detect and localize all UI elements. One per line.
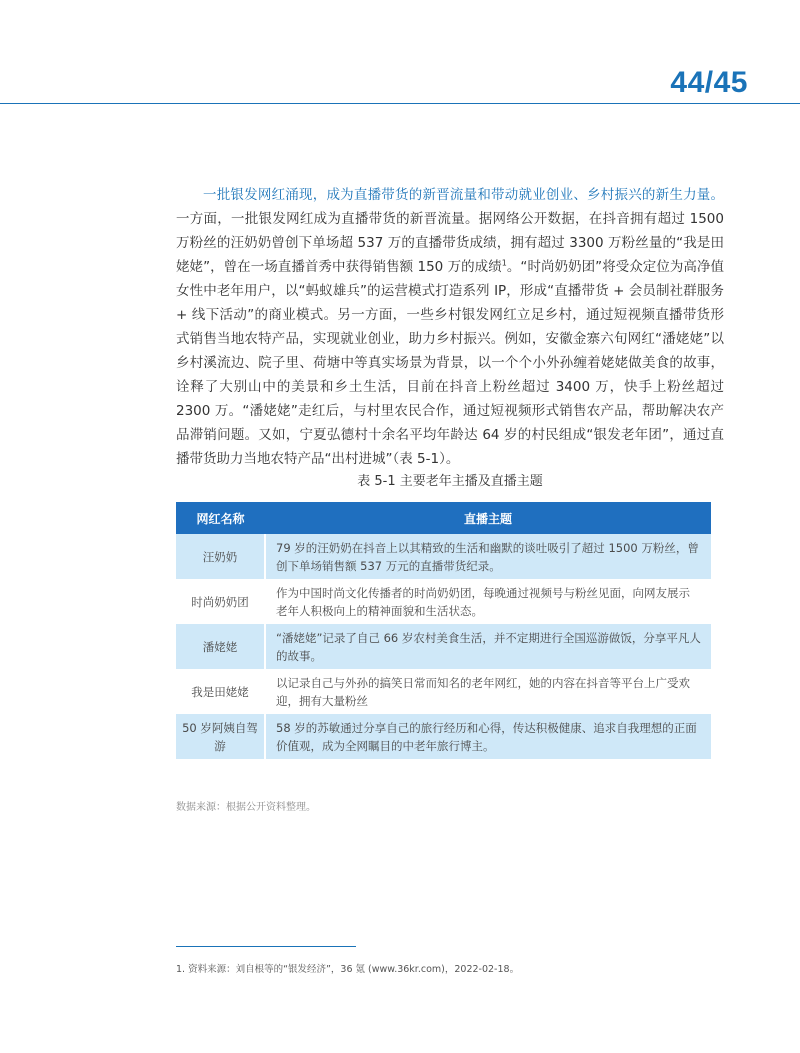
cell-topic: “潘姥姥”记录了自己 66 岁农村美食生活，并不定期进行全国巡游做饭，分享平凡人的故事。 [265, 624, 711, 669]
footnote-divider [176, 946, 356, 947]
header-topic: 直播主题 [265, 502, 711, 534]
page-number: 44/45 [670, 66, 748, 99]
cell-name: 50 岁阿姨自驾游 [176, 714, 265, 759]
body-text-part-1: 一方面，一批银发网红成为直播带货的新晋流量。据网络公开数据，在抖音拥有超过 1500 万粉丝的汪奶奶曾创下单场超 537 万的直播带货成绩，拥有超过 3300 万粉丝量的“我是田姥姥”，曾在一场直播首秀中获得销售额 150 万的成绩 [176, 211, 724, 275]
body-paragraph [176, 183, 724, 471]
table-row [176, 624, 711, 669]
table-row [176, 579, 711, 624]
table-caption: 表 5-1 主要老年主播及直播主题 [357, 474, 543, 489]
cell-topic: 58 岁的苏敏通过分享自己的旅行经历和心得，传达积极健康、追求自我理想的正面价值观，成为全网瞩目的中老年旅行博主。 [265, 714, 711, 759]
header-name: 网红名称 [176, 502, 265, 534]
cell-topic: 以记录自己与外孙的搞笑日常而知名的老年网红，她的内容在抖音等平台上广受欢迎，拥有大量粉丝 [265, 669, 711, 714]
cell-topic: 作为中国时尚文化传播者的时尚奶奶团，每晚通过视频号与粉丝见面，向网友展示老年人积极向上的精神面貌和生活状态。 [265, 579, 711, 624]
table-source-note: 数据来源：根据公开资料整理。 [176, 802, 316, 813]
cell-name: 我是田姥姥 [176, 669, 265, 714]
footnote-marker[interactable]: 1 [501, 258, 507, 268]
table-row [176, 714, 711, 759]
table-row [176, 534, 711, 579]
anchor-table [176, 502, 711, 759]
header-divider [0, 103, 800, 104]
lead-sentence: 一批银发网红涌现，成为直播带货的新晋流量和带动就业创业、乡村振兴的新生力量。 [203, 187, 724, 203]
cell-topic: 79 岁的汪奶奶在抖音上以其精致的生活和幽默的谈吐吸引了超过 1500 万粉丝，曾创下单场销售额 537 万元的直播带货纪录。 [265, 534, 711, 579]
cell-name: 时尚奶奶团 [176, 579, 265, 624]
table-header-row [176, 502, 711, 534]
cell-name: 汪奶奶 [176, 534, 265, 579]
footnote: 1. 资料来源：刘自根等的“银发经济”，36 氪 (www.36kr.com)，2022-02-18。 [176, 964, 520, 975]
body-text-part-2: 。“时尚奶奶团”将受众定位为高净值女性中老年用户，以“蚂蚁雄兵”的运营模式打造系列 IP，形成“直播带货 + 会员制社群服务 + 线下活动”的商业模式。另一方面，一些乡村银发网红立足乡村，通过短视频直播带货形式销售当地农特产品，实现就业创业，助力乡村振兴。例如，安徽金寨六旬网红“潘姥姥”以乡村溪流边、院子里、荷塘中等真实场景为背景，以一个个小外孙缠着姥姥做美食的故事，诠释了大别山中的美景和乡土生活，目前在抖音上粉丝超过 3400 万，快手上粉丝超过 2300 万。“潘姥姥”走红后，与村里农民合作，通过短视频形式销售农产品，帮助解决农产品滞销问题。又如，宁夏弘德村十余名平均年龄达 64 岁的村民组成“银发老年团”，通过直播带货助力当地农特产品“出村进城”（表 5-1）。 [176, 259, 724, 467]
table-row [176, 669, 711, 714]
cell-name: 潘姥姥 [176, 624, 265, 669]
